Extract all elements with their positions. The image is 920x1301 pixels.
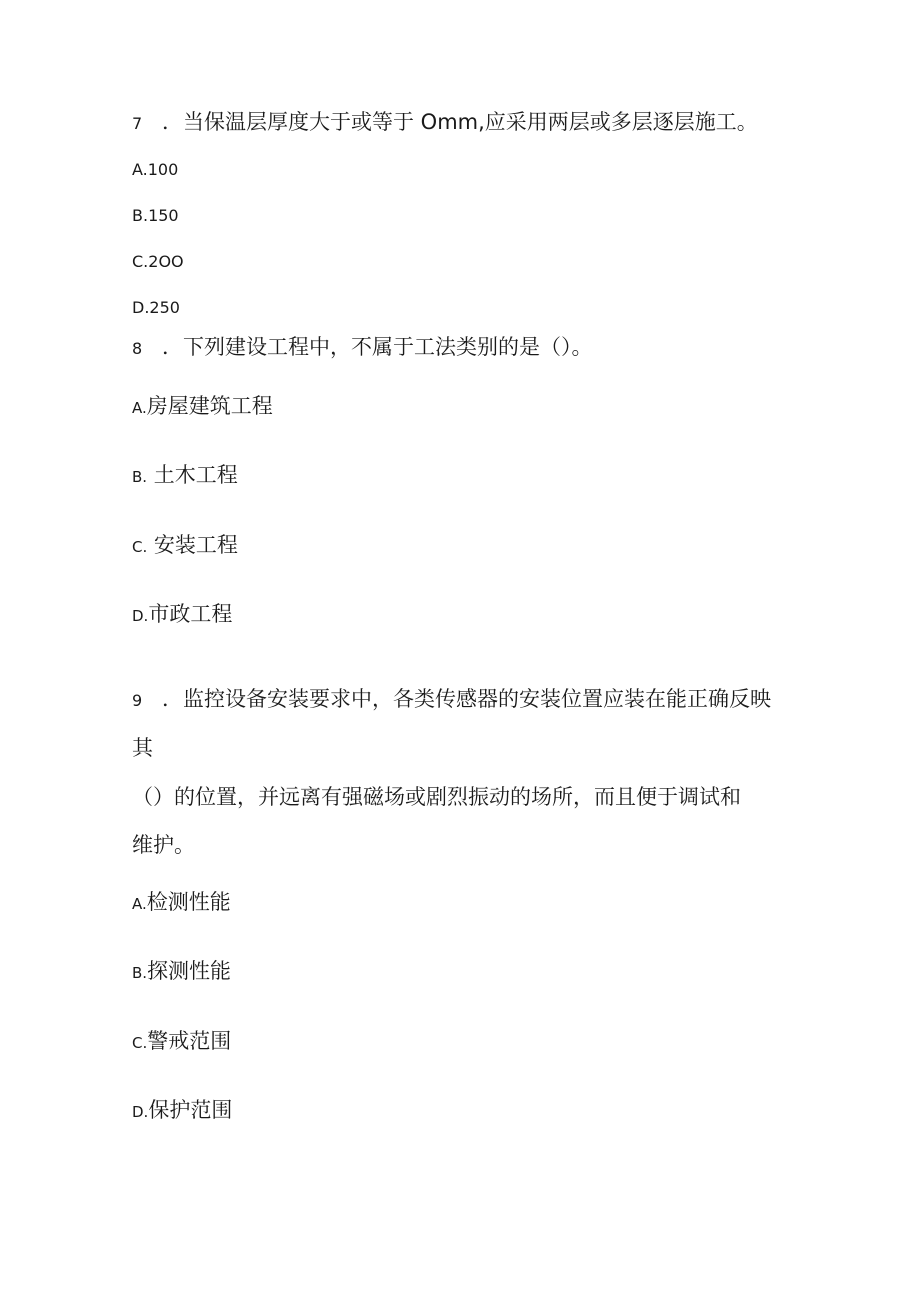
question-9-option-d — [132, 1100, 232, 1121]
option-letter: D. — [132, 1103, 149, 1121]
option-text: 房屋建筑工程 — [146, 394, 273, 418]
question-text: ．当保温层厚度大于或等于 Omm,应采用两层或多层逐层施工。 — [162, 110, 758, 134]
question-7-option-a: A.100 — [132, 160, 179, 179]
option-letter: B. — [132, 964, 148, 982]
option-letter: C. — [132, 538, 148, 556]
option-text: 市政工程 — [148, 602, 233, 626]
option-text: 安装工程 — [147, 533, 238, 557]
option-text: 警戒范围 — [147, 1029, 232, 1053]
question-9-option-a — [132, 892, 231, 913]
question-text-line-2: 其 — [132, 736, 153, 760]
question-8 — [132, 337, 593, 358]
question-number: 7 — [132, 114, 143, 133]
option-text: 探测性能 — [147, 959, 232, 983]
question-9-option-c — [132, 1031, 231, 1052]
question-text-line-1: ．监控设备安装要求中，各类传感器的安装位置应装在能正确反映 — [162, 687, 771, 711]
question-7-option-d: D.250 — [132, 298, 180, 317]
question-7-option-b: B.150 — [132, 206, 179, 225]
question-8-option-a — [132, 396, 273, 417]
option-letter: A. — [132, 399, 147, 417]
option-text: 土木工程 — [147, 463, 238, 487]
question-8-option-d — [132, 604, 232, 625]
question-7 — [132, 112, 758, 133]
option-text: 检测性能 — [146, 890, 231, 914]
option-letter: D. — [132, 607, 149, 625]
question-9-option-b — [132, 961, 231, 982]
option-text: 保护范围 — [148, 1098, 233, 1122]
option-letter: A. — [132, 895, 147, 913]
question-number: 8 — [132, 339, 143, 358]
question-text-line-4: 维护。 — [132, 833, 195, 857]
question-7-option-c: C.2OO — [132, 252, 184, 271]
question-9 — [132, 689, 771, 710]
question-number: 9 — [132, 691, 143, 710]
option-letter: B. — [132, 468, 148, 486]
question-8-option-c — [132, 535, 238, 556]
question-8-option-b — [132, 465, 238, 486]
question-text: ．下列建设工程中，不属于工法类别的是（）。 — [162, 335, 593, 359]
question-text-line-3: （）的位置，并远离有强磁场或剧烈振动的场所，而且便于调试和 — [132, 785, 741, 809]
option-letter: C. — [132, 1034, 148, 1052]
